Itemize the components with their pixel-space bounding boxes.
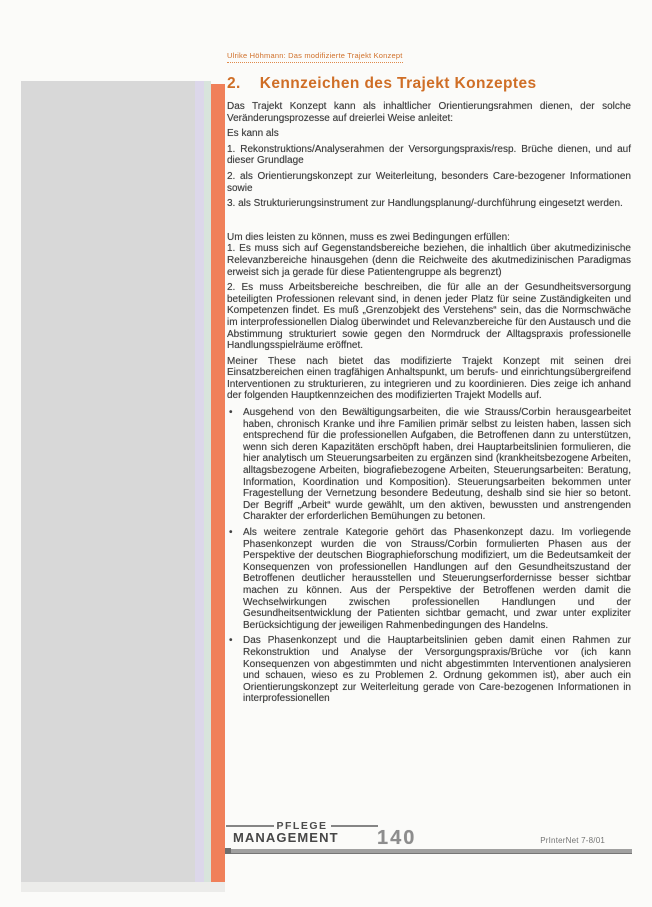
logo-word-pflege: PFLEGE: [276, 820, 328, 832]
logo-word-management: MANAGEMENT: [233, 830, 339, 845]
paragraph-leadin: Es kann als: [227, 128, 279, 140]
condition-2: 2. Es muss Arbeitsbereiche beschreiben, die für alle an der Gesundheitsversorgung beteiligten Professionen relevant sind, in denen jeder Platz für seine Zuständigkeiten und Kompetenzen findet. Es muß „Grenzobjekt des Verstehens“ sein, das die Normschwäche im interprofessionellen Dialog überwindet und Relevanzbereiche für den Austausch und die Abstimmung strukturiert sowie gegen den Normdruck der Alltagspraxis professionelle Handlungsspielräume eröffnet.: [227, 282, 631, 352]
lavender-strip: [195, 81, 204, 882]
journal-issue-label: PrInterNet 7-8/01: [540, 836, 605, 845]
bullet-list: [227, 407, 631, 705]
panel-bottom-shadow: [21, 882, 225, 892]
numbered-use-3: 3. als Strukturierungsinstrument zur Handlungsplanung/-durchführung eingesetzt werden.: [227, 198, 623, 210]
paragraph-thesis: Meiner These nach bietet das modifizierte Trajekt Konzept mit seinen drei Einsatzbereichen einen tragfähigen Anhaltspunkt, um berufs- und einrichtungsübergreifend Interventionen zu strukturieren, zu integrieren und zu koordinieren. Dies zeige ich anhand der folgenden Hauptkennzeichen des modifizierten Trajekt Modells auf.: [227, 355, 631, 402]
bullet-text-3: Das Phasenkonzept und die Hauptarbeitslinien geben damit einen Rahmen zur Rekonstruktion und Analyse der Versorgungspraxis/Brüche vor (ich kann Konsequenzen von abgestimmten und nicht abgestimmten Interventionen analysieren und schauen, wieso es zu Problemen 2. Ordnung gekommen ist), aber auch ein Orientierungskonzept zur Weiterleitung gerade von Care-bezogenen Informationen in interprofessionellen: [243, 635, 631, 705]
paragraph-conditions-intro: Um dies leisten zu können, muss es zwei Bedingungen erfüllen:: [227, 231, 510, 243]
section-number: 2.: [227, 75, 241, 92]
numbered-use-1: 1. Rekonstruktions/Analyserahmen der Versorgungspraxis/resp. Brüche dienen, und auf dieser Grundlage: [227, 143, 631, 167]
footer-divider-nub: [225, 848, 231, 854]
numbered-use-2: 2. als Orientierungskonzept zur Weiterleitung, besonders Care-bezogener Informationen sowie: [227, 170, 631, 194]
bullet-text-2: Als weitere zentrale Kategorie gehört das Phasenkonzept dazu. Im vorliegende Phasenkonzept wurden die von Strauss/Corbin formulierten Phasen aus der Perspektive der deutschen Biographieforschung modifiziert, um die Bedeutsamkeit der Konsequenzen von professionellen Handlungen auf den Gesundheitszustand der Betroffenen deutlicher herausstellen und Steuerungserfordernisse besser sichtbar machen zu können. Aus der Perspektive der Betroffenen werden damit die Wechselwirkungen zwischen professionellen Handlungen und der Gesundheitsentwicklung der Patienten sichtbar gemacht, und zwar unter expliziter Berücksichtigung der jeweiligen Rahmenbedingungen des Handelns.: [243, 527, 631, 631]
paragraph-intro: Das Trajekt Konzept kann als inhaltlicher Orientierungsrahmen dienen, der solche Veränderungsprozesse auf dreierlei Weise anleitet:: [227, 101, 631, 124]
bullet-item-2: [227, 527, 631, 631]
bullet-item-1: [227, 407, 631, 523]
logo-right-line: [331, 825, 379, 827]
condition-1: 1. Es muss sich auf Gegenstandsbereiche beziehen, die inhaltlich über akutmedizinische Relevanzbereiche hinausgehen (denn die Reichweite des akutmedizinischen Paradigmas erweist sich ja gerade für diese Patientengruppe als begrenzt): [227, 243, 631, 278]
section-title-text: Kennzeichen des Trajekt Konzeptes: [259, 75, 537, 92]
left-gray-panel: [21, 81, 195, 882]
bullet-item-3: [227, 635, 631, 705]
logo-left-line: [226, 825, 274, 827]
orange-accent-bar: [211, 84, 225, 883]
running-head: Ulrike Höhmann: Das modifizierte Trajekt Konzept: [227, 51, 403, 63]
footer-divider: [228, 849, 632, 854]
mint-strip: [204, 81, 211, 882]
bullet-icon: •: [229, 407, 233, 419]
page-number: 140: [377, 827, 417, 849]
journal-logo: [226, 820, 378, 845]
body-text: [227, 101, 631, 709]
bullet-text-1: Ausgehend von den Bewältigungsarbeiten, die wie Strauss/Corbin herausgearbeitet haben, chronisch Kranke und ihre Familien primär selbst zu leisten haben, lassen sich entsprechend für die professionellen Aufgaben, die Betroffenen dann zu unterstützen, wenn sich deren Kapazitäten erschöpft haben, drei Hauptarbeitslinien formulieren, die hier analytisch um Steuerungsarbeiten zu ergänzen sind (krankheitsbezogene Arbeiten, alltagsbezogene Arbeiten, biografiebezogene Arbeiten, Steuerungsarbeiten: Beratung, Information, Koordination und Komposition). Steuerungsarbeiten bekommen unter Fragestellung der Vernetzung besondere Bedeutung, deshalb sind sie hier so betont. Der Begriff „Arbeit“ wurde gewählt, um den aktiven, bewussten und anstrengenden Charakter der erforderlichen Bemühungen zu betonen.: [243, 407, 631, 523]
bullet-icon: •: [229, 635, 233, 647]
bullet-icon: •: [229, 527, 233, 538]
section-title: [227, 75, 537, 93]
